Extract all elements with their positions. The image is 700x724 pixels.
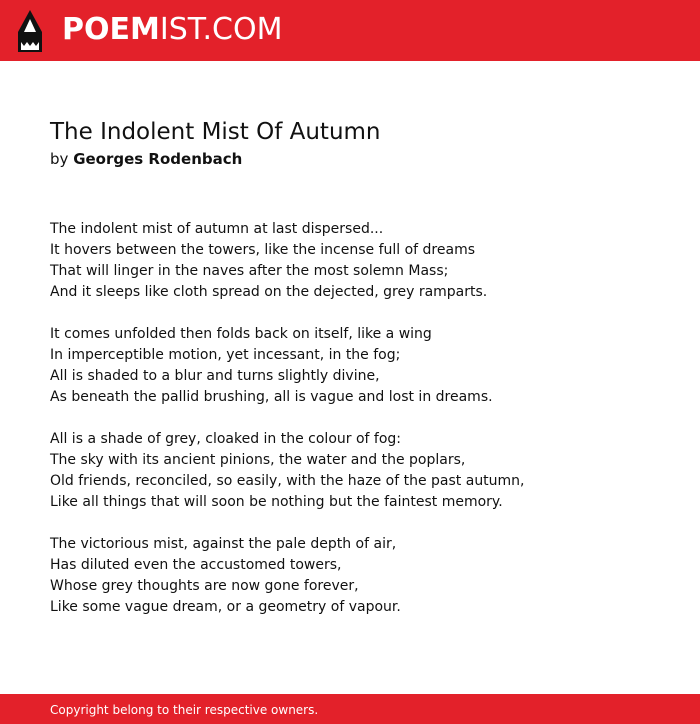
- poem-line: And it sleeps like cloth spread on the dejected, grey ramparts.: [50, 284, 488, 300]
- poem-line: As beneath the pallid brushing, all is vague and lost in dreams.: [50, 389, 493, 405]
- logo-text-light: IST.COM: [159, 12, 283, 47]
- poem-line: Whose grey thoughts are now gone forever,: [50, 578, 359, 594]
- poem-stanza: [50, 429, 670, 513]
- poem-line: The victorious mist, against the pale depth of air,: [50, 536, 397, 552]
- poem-line: Has diluted even the accustomed towers,: [50, 557, 342, 573]
- logo-text-bold: POEM: [62, 12, 160, 47]
- poem-line: Old friends, reconciled, so easily, with the haze of the past autumn,: [50, 473, 525, 489]
- site-logo[interactable]: [62, 12, 282, 48]
- poem-stanza: [50, 534, 670, 618]
- by-label: by: [50, 150, 69, 168]
- poem-line: The sky with its ancient pinions, the water and the poplars,: [50, 452, 466, 468]
- copyright-notice: Copyright belong to their respective owners.: [50, 703, 319, 717]
- site-header: [0, 0, 700, 61]
- poem-line: It hovers between the towers, like the incense full of dreams: [50, 242, 476, 258]
- poem-line: Like all things that will soon be nothing but the faintest memory.: [50, 494, 503, 510]
- poem-line: All is shaded to a blur and turns slightly divine,: [50, 368, 380, 384]
- poem-author: Georges Rodenbach: [73, 150, 243, 168]
- poem-line: All is a shade of grey, cloaked in the colour of fog:: [50, 431, 402, 447]
- poem-stanza: [50, 219, 670, 303]
- poem-line: Like some vague dream, or a geometry of vapour.: [50, 599, 401, 615]
- poem-line: It comes unfolded then folds back on itself, like a wing: [50, 326, 432, 342]
- poem-byline: [50, 149, 242, 169]
- poem-line: In imperceptible motion, yet incessant, in the fog;: [50, 347, 401, 363]
- poem-stanza: [50, 324, 670, 408]
- poem-line: The indolent mist of autumn at last dispersed...: [50, 221, 384, 237]
- site-footer: [0, 694, 700, 724]
- poem-body: [50, 219, 670, 639]
- pencil-tip-icon[interactable]: [18, 10, 42, 52]
- poem-title: The Indolent Mist Of Autumn: [50, 119, 381, 145]
- poem-line: That will linger in the naves after the most solemn Mass;: [50, 263, 449, 279]
